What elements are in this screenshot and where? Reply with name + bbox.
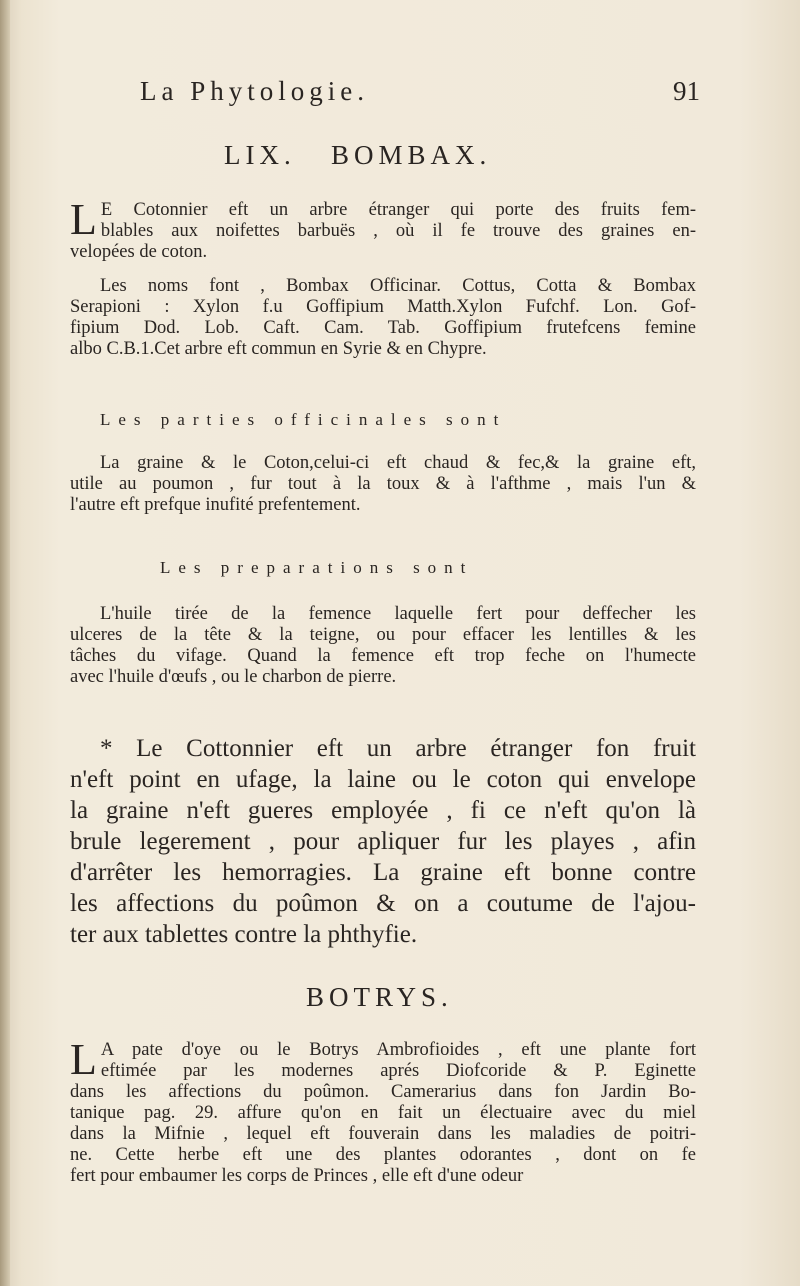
text-line: albo C.B.1.Cet arbre eft commun en Syrie & en Chypre.: [70, 339, 487, 359]
text-line: dans les affections du poûmon. Camerarius dans fon Jardin Bo-: [70, 1082, 696, 1102]
names-paragraph: [70, 276, 696, 360]
note-line: n'eft point en ufage, la laine ou le coton qui envelope: [70, 766, 696, 793]
text-line: tanique pag. 29. affure qu'on en fait un électuaire avec du miel: [70, 1103, 696, 1123]
note-line: brule legerement , pour apliquer fur les playes , afin: [70, 828, 696, 855]
preparations-paragraph: [70, 604, 696, 688]
note-line: la graine n'eft gueres employée , fi ce n'eft qu'on là: [70, 797, 696, 824]
text-line: eftimée par les modernes aprés Diofcoride & P. Eginette: [100, 1061, 696, 1081]
text-line: l'autre eft prefque inufité prefentement.: [70, 495, 361, 515]
intro-paragraph: [70, 195, 696, 263]
text-line: blables aux noifettes barbuës , où il fe trouve des graines en-: [100, 221, 696, 241]
text-line: L'huile tirée de la femence laquelle fert pour deffecher les: [100, 604, 696, 624]
text-line: avec l'huile d'œufs , ou le charbon de pierre.: [70, 667, 397, 687]
drop-cap: L: [70, 1035, 97, 1084]
text-line: dans la Mifnie , lequel eft fouverain dans les maladies de poitri-: [70, 1124, 696, 1144]
text-line: utile au poumon , fur tout à la toux & à l'afthme , mais l'un &: [70, 474, 696, 494]
botrys-paragraph: [70, 1035, 696, 1187]
text-line: ulceres de la tête & la teigne, ou pour effacer les lentilles & les: [70, 625, 696, 645]
note-line: d'arrêter les hemorragies. La graine eft bonne contre: [70, 859, 696, 886]
text-line: fert pour embaumer les corps de Princes , elle eft d'une odeur: [70, 1166, 524, 1186]
text-line: fipium Dod. Lob. Caft. Cam. Tab. Goffipium frutefcens femine: [70, 318, 696, 338]
text-line: Serapioni : Xylon f.u Goffipium Matth.Xylon Fufchf. Lon. Gof-: [70, 297, 696, 317]
text-line: A pate d'oye ou le Botrys Ambrofioides , eft une plante fort: [100, 1040, 696, 1060]
parties-paragraph: [70, 453, 696, 516]
preparations-heading: Les preparations sont: [160, 558, 474, 577]
running-title: La Phytologie.: [140, 76, 369, 106]
text-line: tâches du vifage. Quand la femence eft trop feche on l'humecte: [70, 646, 696, 666]
note-line: * Le Cottonnier eft un arbre étranger fon fruit: [100, 735, 696, 762]
section-heading-bombax: LIX. BOMBAX.: [224, 140, 492, 170]
note-paragraph: [70, 733, 696, 950]
parties-heading: Les parties officinales sont: [100, 410, 507, 429]
text-line: ne. Cette herbe eft une des plantes odorantes , dont on fe: [70, 1145, 696, 1165]
note-line: les affections du poûmon & on a coutume de l'ajou-: [70, 890, 696, 917]
text-line: E Cotonnier eft un arbre étranger qui porte des fruits fem-: [100, 200, 696, 220]
text-line: velopées de coton.: [70, 242, 208, 262]
binding-gutter: [0, 0, 10, 1286]
text-line: La graine & le Coton,celui-ci eft chaud & fec,& la graine eft,: [100, 453, 696, 473]
drop-cap: L: [70, 195, 97, 244]
section-heading-botrys: BOTRYS.: [306, 982, 453, 1012]
text-line: Les noms font , Bombax Officinar. Cottus, Cotta & Bombax: [100, 276, 696, 296]
page-number: 91: [673, 76, 700, 106]
note-line: ter aux tablettes contre la phthyfie.: [70, 921, 418, 948]
